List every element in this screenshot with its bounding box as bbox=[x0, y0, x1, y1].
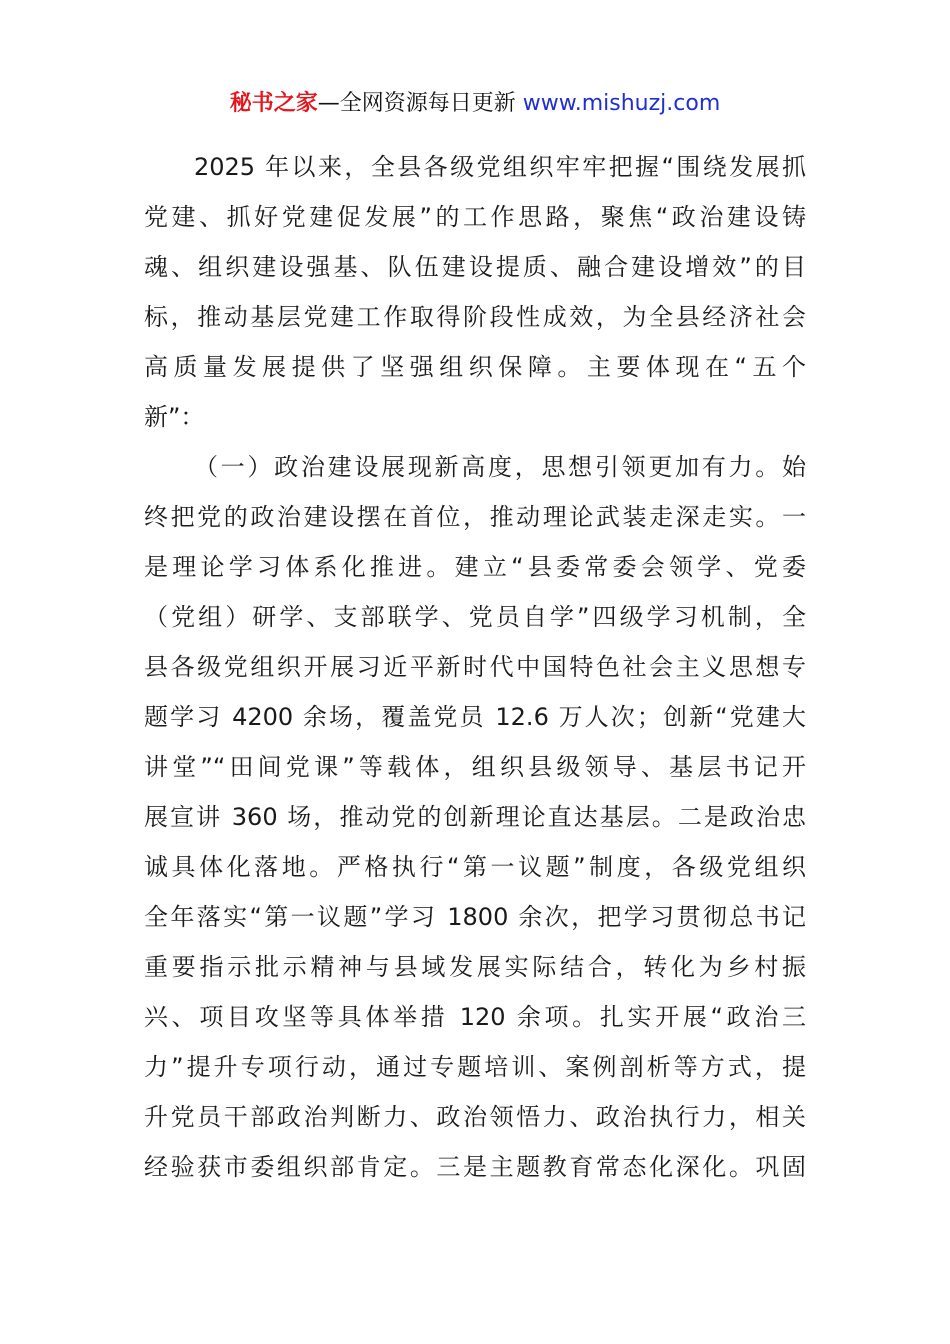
website-link[interactable]: www.mishuzj.com bbox=[522, 91, 721, 116]
text-line: 全年落实“第一议题”学习 1800 余次，把学习贯彻总书记 bbox=[144, 903, 806, 931]
document-body bbox=[144, 142, 806, 1192]
paragraph bbox=[144, 442, 806, 1192]
text-line: 县各级党组织开展习近平新时代中国特色社会主义思想专 bbox=[144, 653, 806, 681]
header-slogan: —全网资源每日更新 bbox=[317, 91, 516, 116]
text-line: 题学习 4200 余场，覆盖党员 12.6 万人次；创新“党建大 bbox=[144, 703, 806, 731]
text-line: 2025 年以来，全县各级党组织牢牢把握“围绕发展抓 bbox=[194, 153, 806, 181]
page-header bbox=[0, 88, 950, 120]
text-line: （一）政治建设展现新高度，思想引领更加有力。始 bbox=[194, 453, 806, 481]
text-line: 魂、组织建设强基、队伍建设提质、融合建设增效”的目 bbox=[144, 253, 806, 281]
text-line: （党组）研学、支部联学、党员自学”四级学习机制，全 bbox=[144, 603, 806, 631]
text-line: 讲堂”“田间党课”等载体，组织县级领导、基层书记开 bbox=[144, 753, 806, 781]
text-line: 经验获市委组织部肯定。三是主题教育常态化深化。巩固 bbox=[144, 1153, 806, 1181]
text-line: 诚具体化落地。严格执行“第一议题”制度，各级党组织 bbox=[144, 853, 806, 881]
paragraph bbox=[144, 142, 806, 442]
text-line: 党建、抓好党建促发展”的工作思路，聚焦“政治建设铸 bbox=[144, 203, 806, 231]
text-line: 是理论学习体系化推进。建立“县委常委会领学、党委 bbox=[144, 553, 806, 581]
text-line: 升党员干部政治判断力、政治领悟力、政治执行力，相关 bbox=[144, 1103, 806, 1131]
text-line: 重要指示批示精神与县域发展实际结合，转化为乡村振 bbox=[144, 953, 806, 981]
text-line: 新”： bbox=[144, 403, 205, 431]
text-line: 展宣讲 360 场，推动党的创新理论直达基层。二是政治忠 bbox=[144, 803, 806, 831]
text-line: 终把党的政治建设摆在首位，推动理论武装走深走实。一 bbox=[144, 503, 806, 531]
brand-name: 秘书之家 bbox=[229, 91, 318, 116]
text-line: 高质量发展提供了坚强组织保障。主要体现在“五个 bbox=[144, 353, 806, 381]
text-line: 兴、项目攻坚等具体举措 120 余项。扎实开展“政治三 bbox=[144, 1003, 806, 1031]
text-line: 标，推动基层党建工作取得阶段性成效，为全县经济社会 bbox=[144, 303, 806, 331]
text-line: 力”提升专项行动，通过专题培训、案例剖析等方式，提 bbox=[144, 1053, 806, 1081]
